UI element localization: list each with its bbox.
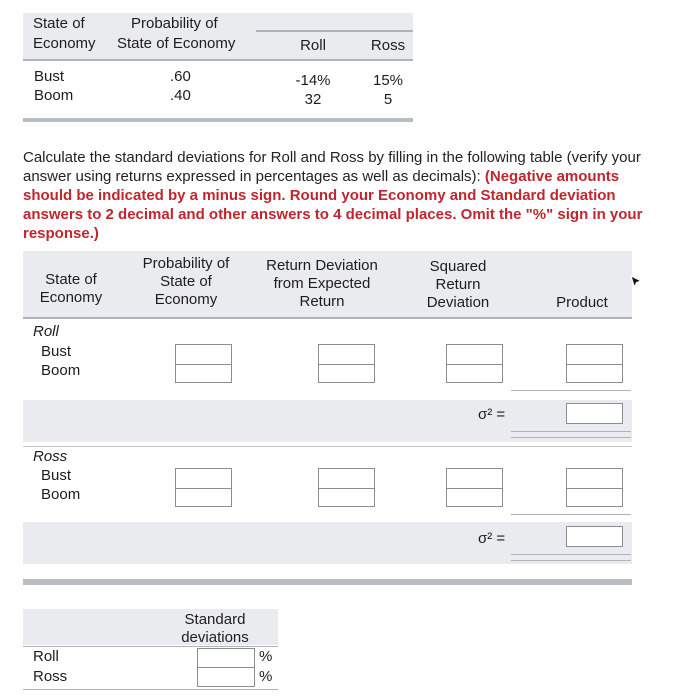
main-header-prob-3: Economy	[154, 291, 218, 308]
sd-header-2: deviations	[181, 629, 249, 646]
main-header-sq-1: Squared	[429, 258, 487, 275]
top-table-bottom-rule	[23, 118, 413, 122]
sd-ross-label: Ross	[33, 668, 68, 685]
roll-variance-input[interactable]	[566, 403, 623, 424]
top-table-header-rule	[23, 59, 413, 61]
roll-boom-label: Boom	[41, 362, 81, 379]
roll-section-label: Roll	[33, 323, 59, 340]
instructions-paragraph	[23, 148, 663, 243]
instructions-plain: Calculate the standard deviations for Roll and Ross by filling in the following table (verify your answer using returns expressed in percentages as well as decimals):	[23, 149, 641, 185]
instructions-bold: (Negative amounts should be indicated by a minus sign. Round your Economy and Standard deviation answers to 2 decimal and other answers to 4 decimal places. Omit the "%" sign in your response.)	[23, 168, 643, 242]
roll-deviation-input[interactable]	[318, 344, 375, 383]
top-header-prob-1: Probability of	[131, 15, 218, 32]
main-header-dev-1: Return Deviation	[266, 257, 378, 274]
roll-variance-rule-1	[511, 431, 631, 432]
sd-table-bottom-rule	[23, 689, 278, 690]
roll-product-rule	[511, 390, 631, 391]
main-header-product: Product	[556, 294, 608, 311]
sd-roll-unit: %	[259, 648, 273, 665]
roll-product-input[interactable]	[566, 344, 623, 383]
ross-variance-rule-2	[511, 560, 631, 561]
ross-bust-label: Bust	[41, 467, 72, 484]
ross-product-input[interactable]	[566, 468, 623, 507]
top-row-boom-prob: .40	[170, 87, 191, 104]
main-table-bottom-rule	[23, 579, 632, 585]
sd-header-rule	[23, 646, 278, 647]
sd-roll-label: Roll	[33, 648, 59, 665]
top-header-roll: Roll	[300, 37, 326, 54]
main-header-state-1: State of	[45, 271, 97, 288]
ross-sigma-band	[23, 522, 632, 564]
main-header-sq-3: Deviation	[426, 294, 490, 311]
ross-top-rule	[23, 446, 632, 447]
top-row-bust-prob: .60	[170, 68, 191, 85]
ross-prob-input[interactable]	[175, 468, 232, 507]
main-header-dev-2: from Expected	[273, 275, 371, 292]
ross-sigma-label: σ² =	[478, 530, 506, 547]
top-row-bust-state: Bust	[34, 68, 65, 85]
ross-variance-input[interactable]	[566, 526, 623, 547]
top-row-boom-state: Boom	[34, 87, 74, 104]
roll-squared-input[interactable]	[446, 344, 503, 383]
top-row-boom-ross: 5	[383, 91, 393, 108]
roll-prob-input[interactable]	[175, 344, 232, 383]
ross-section-label: Ross	[33, 448, 68, 465]
roll-sigma-band	[23, 400, 632, 442]
top-header-state-2: Economy	[33, 35, 96, 52]
roll-sigma-label: σ² =	[478, 406, 506, 423]
ross-boom-label: Boom	[41, 486, 81, 503]
main-header-sq-2: Return	[435, 276, 481, 293]
top-header-ross: Ross	[370, 37, 406, 54]
roll-variance-rule-2	[511, 437, 631, 438]
mouse-cursor-icon	[629, 275, 643, 291]
sd-roll-input[interactable]	[197, 648, 255, 667]
sd-ross-unit: %	[259, 668, 273, 685]
main-header-state-2: Economy	[39, 289, 103, 306]
main-header-dev-3: Return	[299, 293, 345, 310]
main-header-prob-2: State of	[160, 273, 212, 290]
ross-variance-rule-1	[511, 554, 631, 555]
ross-product-rule	[511, 514, 631, 515]
top-header-state-1: State of	[33, 15, 85, 32]
ross-squared-input[interactable]	[446, 468, 503, 507]
top-row-bust-roll: -14%	[295, 72, 331, 89]
sd-header-1: Standard	[184, 611, 246, 628]
top-row-boom-roll: 32	[304, 91, 322, 108]
sd-ross-input[interactable]	[197, 667, 255, 687]
main-header-prob-1: Probability of	[142, 255, 230, 272]
top-row-bust-ross: 15%	[372, 72, 404, 89]
ross-deviation-input[interactable]	[318, 468, 375, 507]
top-header-prob-2: State of Economy	[117, 35, 236, 52]
main-table-header-rule	[23, 317, 632, 319]
roll-bust-label: Bust	[41, 343, 72, 360]
top-table-roll-ross-rule	[256, 30, 413, 32]
